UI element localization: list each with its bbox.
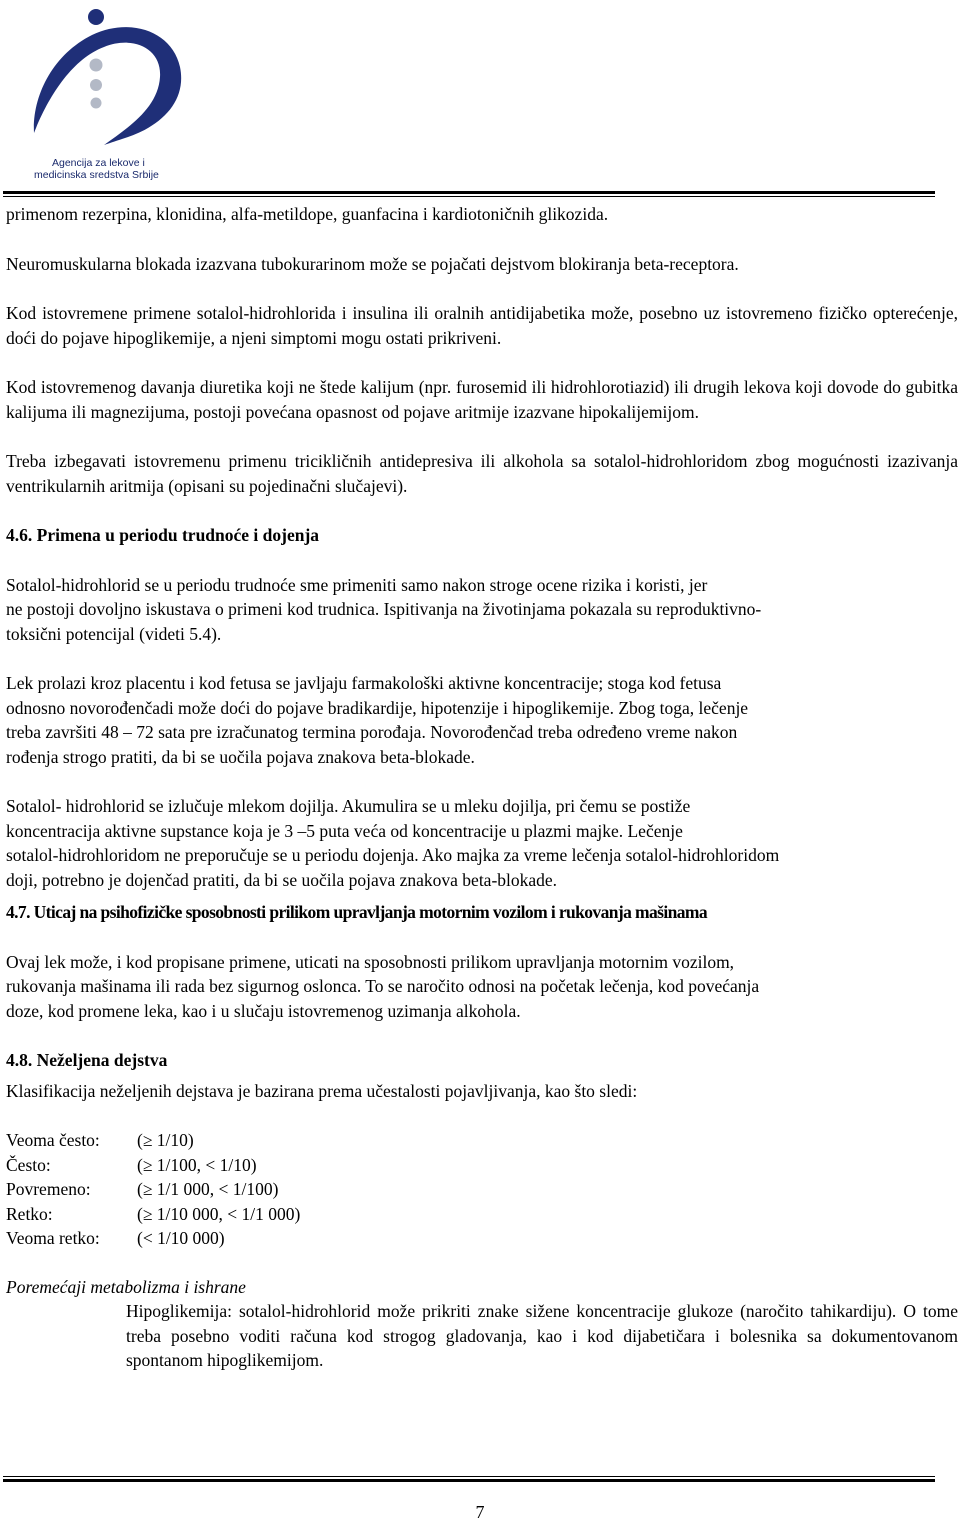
frequency-label: Često: xyxy=(6,1154,51,1175)
paragraph-lactation-line4: doji, potrebno je dojenčad pratiti, da bi se uočila pojava znakova beta-blokade. xyxy=(6,869,558,890)
page-number: 7 xyxy=(475,1502,485,1522)
paragraph-pregnancy-line2: ne postoji dovoljno iskustava o primeni kod trudnica. Ispitivanja na životinjama pokazala su reproduktivno- xyxy=(6,599,762,619)
paragraph-lactation-line2: koncentracija aktivne supstance koja je 3 –5 puta veća od koncentracije u plazmi majke. Lečenje xyxy=(6,820,683,841)
paragraph-classification: Klasifikacija neželjenih dejstava je bazirana prema učestalosti pojavljivanja, kao što sledi: xyxy=(6,1080,638,1101)
logo-mark-icon xyxy=(30,5,190,155)
frequency-label: Povremeno: xyxy=(6,1179,91,1199)
soc-paragraph: Hipoglikemija: sotalol-hidrohlorid može prikriti znake sižene koncentracije glukoze (naročito tahikardiju). O tome treba posebno voditi računa kod strogog gladovanja, kao i kod dijabetičara i bolesnika sa dokumentovanom spontanom hipoglikemijom. xyxy=(126,1301,958,1370)
paragraph-lactation-line3: sotalol-hidrohloridom ne preporučuje se u periodu dojenja. Ako majka za vreme lečenja sotalol-hidrohloridom xyxy=(6,845,780,865)
frequency-list xyxy=(6,1128,958,1251)
footer-rule-thin xyxy=(3,1476,935,1477)
frequency-row xyxy=(6,1177,958,1202)
frequency-label: Retko: xyxy=(6,1203,53,1224)
paragraph-insulin: Kod istovremene primene sotalol-hidrohlorida i insulina ili oralnih antidijabetika može, posebno uz istovremeno fizičko opterećenje, doći do pojave hipoglikemije, a njeni simptomi mogu ostati prikriveni. xyxy=(6,303,958,348)
paragraph-neuromuscular: Neuromuskularna blokada izazvana tubokurarinom može se pojačati dejstvom blokiranja beta-receptora. xyxy=(6,253,739,274)
frequency-range: (< 1/10 000) xyxy=(137,1228,225,1248)
frequency-label: Veoma često: xyxy=(6,1130,100,1150)
agency-logo xyxy=(30,5,190,180)
paragraph-diuretics: Kod istovremenog davanja diuretika koji ne štede kalijum (npr. furosemid ili hidrohlorotiazid) ili drugih lekova koji dovode do gubitka kalijuma ili magnezijuma, postoji povećana opasnost od pojave aritmije izazvane hipokalijemijom. xyxy=(6,377,958,422)
frequency-range: (≥ 1/10 000, < 1/1 000) xyxy=(137,1203,301,1224)
paragraph-placenta-line2: odnosno novorođenčadi može doći do pojave bradikardije, hipotenzije i hipoglikemije. Zbog toga, lečenje xyxy=(6,697,749,718)
paragraph-placenta-line3: treba završiti 48 – 72 sata pre izračunatog termina porođaja. Novorođenčad treba određeno vreme nakon xyxy=(6,722,738,742)
frequency-range: (≥ 1/100, < 1/10) xyxy=(137,1154,257,1175)
paragraph-driving-line2: rukovanja mašinama ili rada bez sigurnog oslonca. To se naročito odnosi na početak lečenja, kod povećanja xyxy=(6,976,760,996)
header-rule xyxy=(3,191,935,194)
footer-rule xyxy=(3,1479,935,1482)
logo-text-line1: Agencija za lekove i xyxy=(52,157,145,169)
paragraph-driving-line1: Ovaj lek može, i kod propisane primene, uticati na sposobnosti prilikom upravljanja motornim vozilom, xyxy=(6,951,735,972)
paragraph-antidepressants: Treba izbegavati istovremenu primenu tricikličnih antidepresiva ili alkohola sa sotalol-hidrohloridom zbog mogućnosti izazivanja ventrikularnih aritmija (opisani su pojedinačni slučajevi). xyxy=(6,451,958,496)
paragraph-lactation-line1: Sotalol- hidrohlorid se izlučuje mlekom dojilja. Akumulira se u mleku dojilja, pri čemu se postiže xyxy=(6,796,691,816)
paragraph-placenta-line4: rođenja strogo pratiti, da bi se uočila pojava znakova beta-blokade. xyxy=(6,746,475,767)
soc-heading: Poremećaji metabolizma i ishrane xyxy=(6,1276,246,1297)
header-rule-thin xyxy=(3,196,935,197)
paragraph-interactions-continued: primenom rezerpina, klonidina, alfa-metildope, guanfacina i kardiotoničnih glikozida. xyxy=(6,204,609,224)
paragraph-driving-line3: doze, kod promene leka, kao i u slučaju istovremenog uzimanja alkohola. xyxy=(6,1000,521,1021)
section-heading-4-6: 4.6. Primena u periodu trudnoće i dojenja xyxy=(6,525,320,545)
paragraph-pregnancy-line1: Sotalol-hidrohlorid se u periodu trudnoće sme primeniti samo nakon stroge ocene rizika i koristi, jer xyxy=(6,574,708,595)
frequency-range: (≥ 1/10) xyxy=(137,1130,194,1150)
frequency-row xyxy=(6,1202,958,1227)
paragraph-pregnancy-line3: toksični potencijal (videti 5.4). xyxy=(6,623,222,644)
logo-text-line2: medicinska sredstva Srbije xyxy=(34,169,159,181)
frequency-row xyxy=(6,1153,958,1178)
paragraph-placenta-line1: Lek prolazi kroz placentu i kod fetusa se javljaju farmakološki aktivne koncentracije; stoga kod fetusa xyxy=(6,673,722,693)
frequency-range: (≥ 1/1 000, < 1/100) xyxy=(137,1179,279,1199)
frequency-row xyxy=(6,1128,958,1153)
document-body xyxy=(6,202,958,1373)
frequency-label: Veoma retko: xyxy=(6,1228,100,1248)
section-heading-4-8: 4.8. Neželjena dejstva xyxy=(6,1050,168,1070)
section-heading-4-7: 4.7. Uticaj na psihofizičke sposobnosti prilikom upravljanja motornim vozilom i rukovanja mašinama xyxy=(6,902,708,922)
frequency-row xyxy=(6,1226,958,1251)
